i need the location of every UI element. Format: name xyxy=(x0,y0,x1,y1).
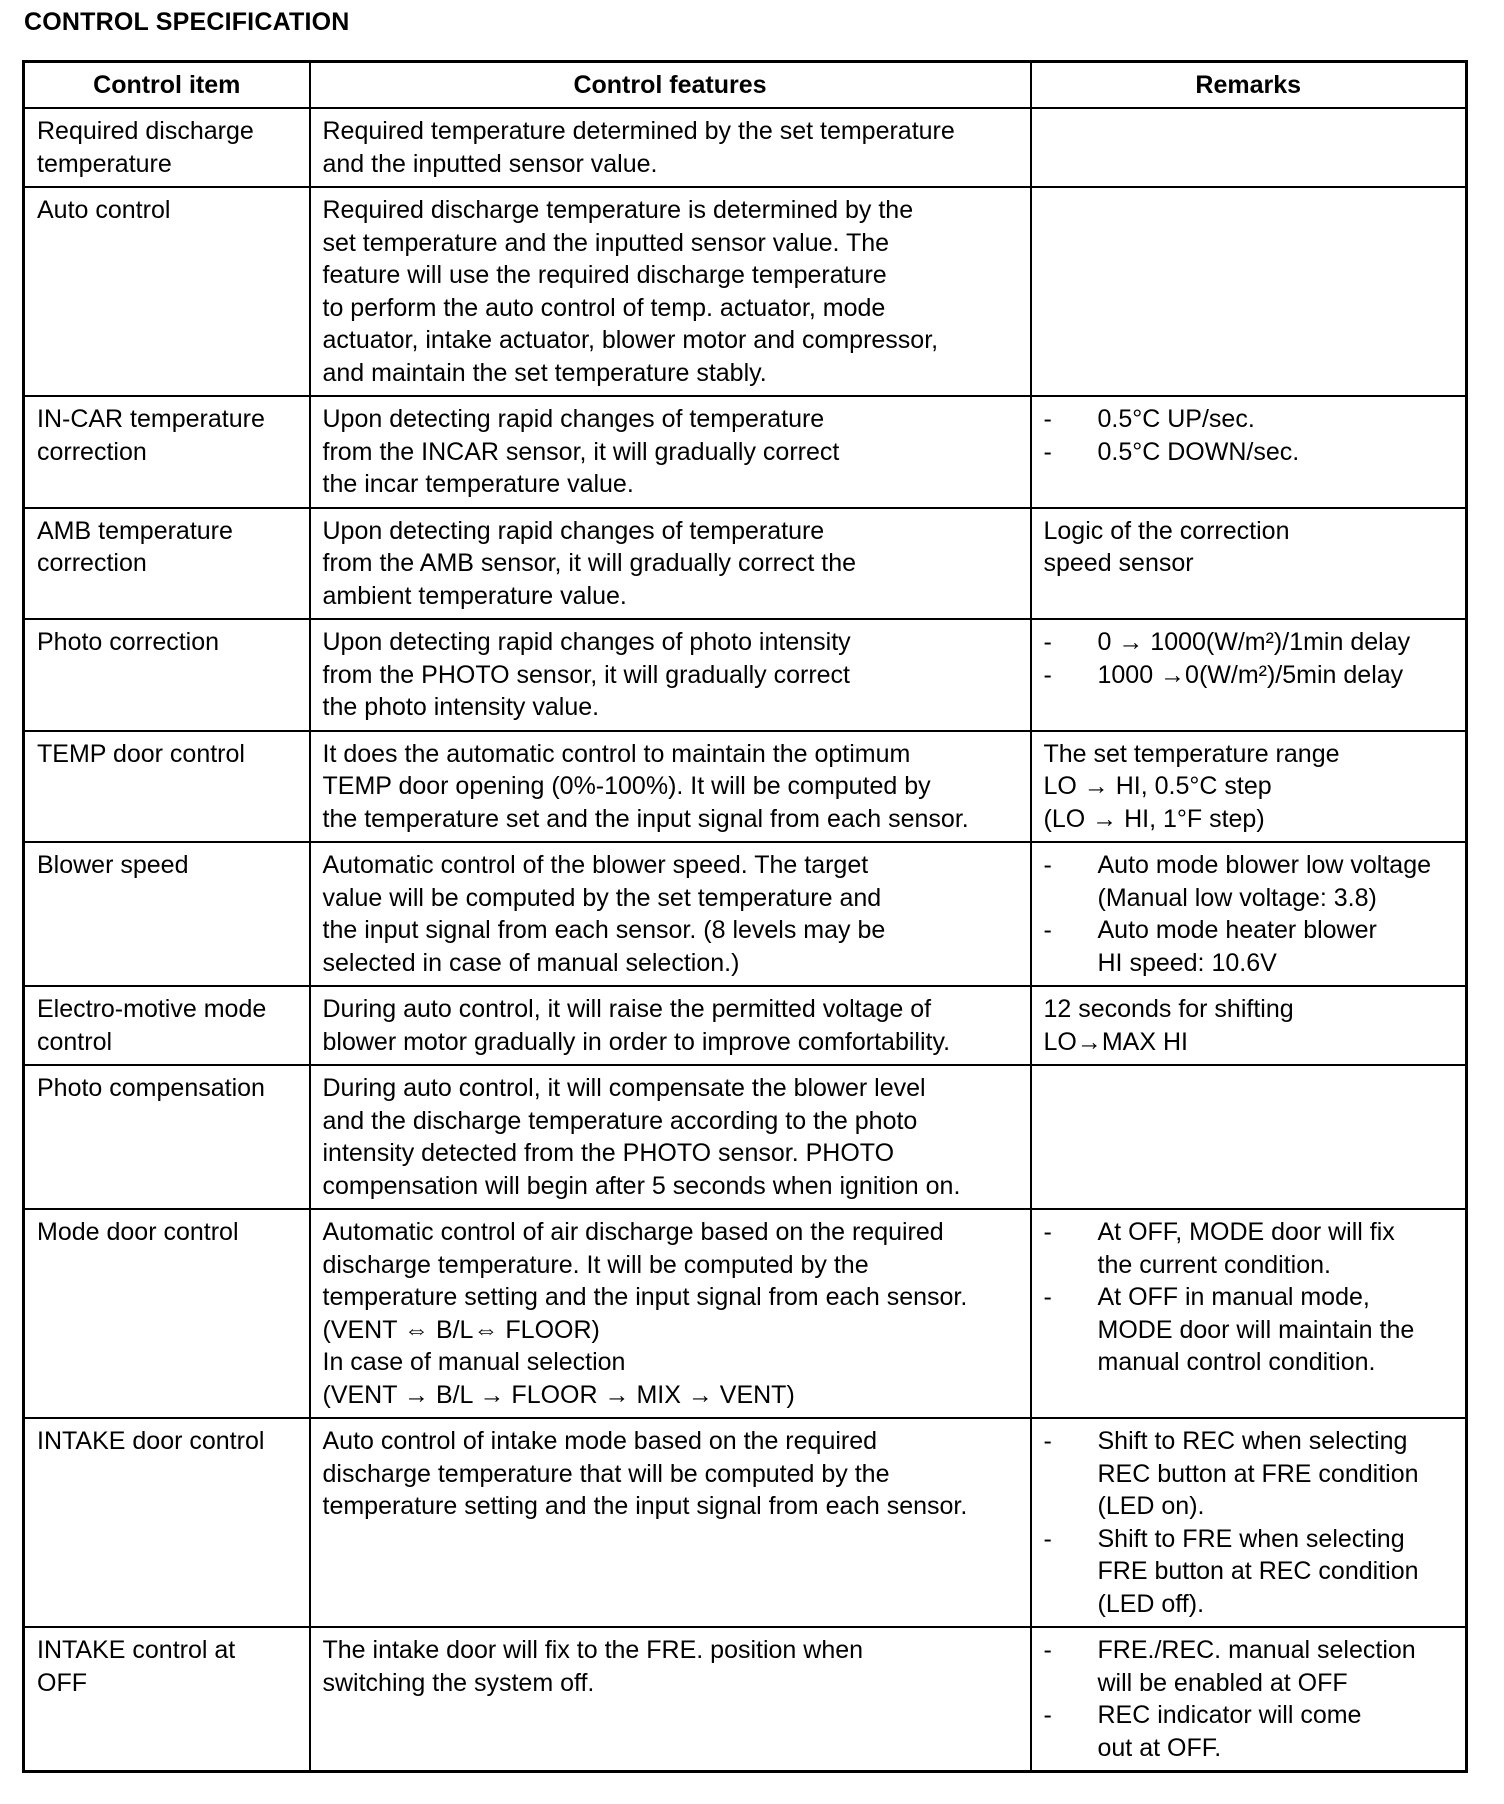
remarks-list-item xyxy=(1044,1425,1456,1523)
remarks-cell xyxy=(1031,108,1467,187)
remarks-cell: 12 seconds for shifting LO→MAX HI xyxy=(1031,986,1467,1065)
remarks-list-item xyxy=(1044,436,1456,469)
control-features-cell: Automatic control of the blower speed. The target value will be computed by the set temperature and the input signal from each sensor. (8 levels may be selected in case of manual selection.) xyxy=(310,842,1031,986)
control-features-cell: Required temperature determined by the set temperature and the inputted sensor value. xyxy=(310,108,1031,187)
table-row xyxy=(24,187,1467,396)
control-item-cell: INTAKE door control xyxy=(24,1418,310,1627)
remarks-list-item-text: Shift to REC when selecting REC button at FRE condition (LED on). xyxy=(1097,1427,1419,1520)
remarks-list-item-text: Auto mode heater blower HI speed: 10.6V xyxy=(1097,916,1377,977)
remarks-list-item-text: FRE./REC. manual selection will be enabled at OFF xyxy=(1097,1636,1416,1697)
remarks-list xyxy=(1044,403,1456,468)
remarks-list-item xyxy=(1044,1281,1456,1379)
bullet-dash: - xyxy=(1043,1524,1052,1553)
remarks-list-item xyxy=(1044,659,1456,692)
table-row xyxy=(24,108,1467,187)
control-item-cell: Photo compensation xyxy=(24,1065,310,1209)
bullet-dash: - xyxy=(1043,628,1052,656)
control-item-cell: AMB temperature correction xyxy=(24,508,310,620)
control-features-cell: During auto control, it will raise the permitted voltage of blower motor gradually in order to improve comfortability. xyxy=(310,986,1031,1065)
bullet-dash: - xyxy=(1043,405,1052,433)
remarks-cell xyxy=(1031,619,1467,731)
bullet-dash: - xyxy=(1043,1427,1052,1455)
remarks-list-item-text: Shift to FRE when selecting FRE button at REC condition (LED off). xyxy=(1097,1524,1419,1618)
table-row xyxy=(24,396,1467,508)
remarks-cell xyxy=(1031,1418,1467,1627)
table-row xyxy=(24,731,1467,843)
header-remarks: Remarks xyxy=(1031,62,1467,109)
table-row xyxy=(24,842,1467,986)
control-features-cell: It does the automatic control to maintain the optimum TEMP door opening (0%-100%). It will be computed by the temperature set and the input signal from each sensor. xyxy=(310,731,1031,843)
control-features-cell: The intake door will fix to the FRE. position when switching the system off. xyxy=(310,1627,1031,1772)
control-features-cell: Upon detecting rapid changes of photo intensity from the PHOTO sensor, it will gradually correct the photo intensity value. xyxy=(310,619,1031,731)
control-features-cell: Auto control of intake mode based on the required discharge temperature that will be computed by the temperature setting and the input signal from each sensor. xyxy=(310,1418,1031,1627)
remarks-list-item-text: Auto mode blower low voltage (Manual low voltage: 3.8) xyxy=(1097,851,1432,912)
table-row xyxy=(24,508,1467,620)
remarks-list-item xyxy=(1044,849,1456,914)
control-item-cell: Electro-motive mode control xyxy=(24,986,310,1065)
header-control-features: Control features xyxy=(310,62,1031,109)
remarks-cell xyxy=(1031,842,1467,986)
bullet-dash: - xyxy=(1043,1701,1052,1729)
remarks-list-item xyxy=(1044,1699,1456,1764)
remarks-cell xyxy=(1031,1627,1467,1772)
control-item-cell: Auto control xyxy=(24,187,310,396)
remarks-list-item xyxy=(1044,1523,1456,1621)
remarks-list xyxy=(1044,626,1456,691)
table-row xyxy=(24,1065,1467,1209)
page-title: CONTROL SPECIFICATION xyxy=(24,8,350,36)
table-row xyxy=(24,619,1467,731)
remarks-list xyxy=(1044,1216,1456,1379)
table-row xyxy=(24,1627,1467,1772)
remarks-list-item xyxy=(1044,403,1456,436)
bullet-dash: - xyxy=(1043,1283,1052,1311)
remarks-cell xyxy=(1031,396,1467,508)
remarks-cell xyxy=(1031,1065,1467,1209)
control-features-cell: Upon detecting rapid changes of temperature from the AMB sensor, it will gradually correct the ambient temperature value. xyxy=(310,508,1031,620)
remarks-list-item-text: 0 → 1000(W/m²)/1min delay xyxy=(1097,628,1411,656)
control-item-cell: IN-CAR temperature correction xyxy=(24,396,310,508)
table-row xyxy=(24,1418,1467,1627)
remarks-list-item xyxy=(1044,1216,1456,1281)
remarks-cell xyxy=(1031,1209,1467,1418)
bullet-dash: - xyxy=(1043,660,1052,689)
bullet-dash: - xyxy=(1043,1636,1052,1664)
remarks-list-item-text: 1000 →0(W/m²)/5min delay xyxy=(1097,660,1404,689)
remarks-list-item-text: 0.5°C DOWN/sec. xyxy=(1097,437,1300,466)
bullet-dash: - xyxy=(1043,437,1052,466)
bullet-dash: - xyxy=(1043,916,1052,944)
control-features-cell: Required discharge temperature is determined by the set temperature and the inputted sensor value. The feature will use the required discharge temperature to perform the auto control of temp. actuator, mode actuator, intake actuator, blower motor and compressor, and maintain the set temperature stably. xyxy=(310,187,1031,396)
control-item-cell: Blower speed xyxy=(24,842,310,986)
remarks-cell: Logic of the correction speed sensor xyxy=(1031,508,1467,620)
remarks-list-item-text: At OFF, MODE door will fix the current condition. xyxy=(1097,1218,1395,1279)
remarks-list-item-text: At OFF in manual mode, MODE door will maintain the manual control condition. xyxy=(1097,1283,1415,1376)
control-features-cell: Automatic control of air discharge based on the required discharge temperature. It will be computed by the temperature setting and the input signal from each sensor. (VENT ⇔ B/L⇔ FLOOR) In case of manual selection (VENT → B/L → FLOOR → MIX → VENT) xyxy=(310,1209,1031,1418)
header-control-item: Control item xyxy=(24,62,310,109)
control-item-cell: Required discharge temperature xyxy=(24,108,310,187)
table-header-row xyxy=(24,62,1467,109)
remarks-list xyxy=(1044,849,1456,979)
control-features-cell: Upon detecting rapid changes of temperature from the INCAR sensor, it will gradually correct the incar temperature value. xyxy=(310,396,1031,508)
bullet-dash: - xyxy=(1043,1218,1052,1246)
remarks-cell: The set temperature range LO → HI, 0.5°C step (LO → HI, 1°F step) xyxy=(1031,731,1467,843)
control-item-cell: Photo correction xyxy=(24,619,310,731)
remarks-list-item xyxy=(1044,626,1456,659)
remarks-cell xyxy=(1031,187,1467,396)
table-row xyxy=(24,1209,1467,1418)
remarks-list-item xyxy=(1044,1634,1456,1699)
remarks-list-item-text: REC indicator will come out at OFF. xyxy=(1097,1701,1362,1762)
remarks-list xyxy=(1044,1634,1456,1764)
remarks-list-item xyxy=(1044,914,1456,979)
remarks-list xyxy=(1044,1425,1456,1620)
control-item-cell: INTAKE control at OFF xyxy=(24,1627,310,1772)
control-features-cell: During auto control, it will compensate the blower level and the discharge temperature according to the photo intensity detected from the PHOTO sensor. PHOTO compensation will begin after 5 seconds when ignition on. xyxy=(310,1065,1031,1209)
table-row xyxy=(24,986,1467,1065)
remarks-list-item-text: 0.5°C UP/sec. xyxy=(1097,405,1255,433)
control-item-cell: TEMP door control xyxy=(24,731,310,843)
control-specification-table xyxy=(22,60,1468,1773)
control-item-cell: Mode door control xyxy=(24,1209,310,1418)
bullet-dash: - xyxy=(1043,851,1052,879)
